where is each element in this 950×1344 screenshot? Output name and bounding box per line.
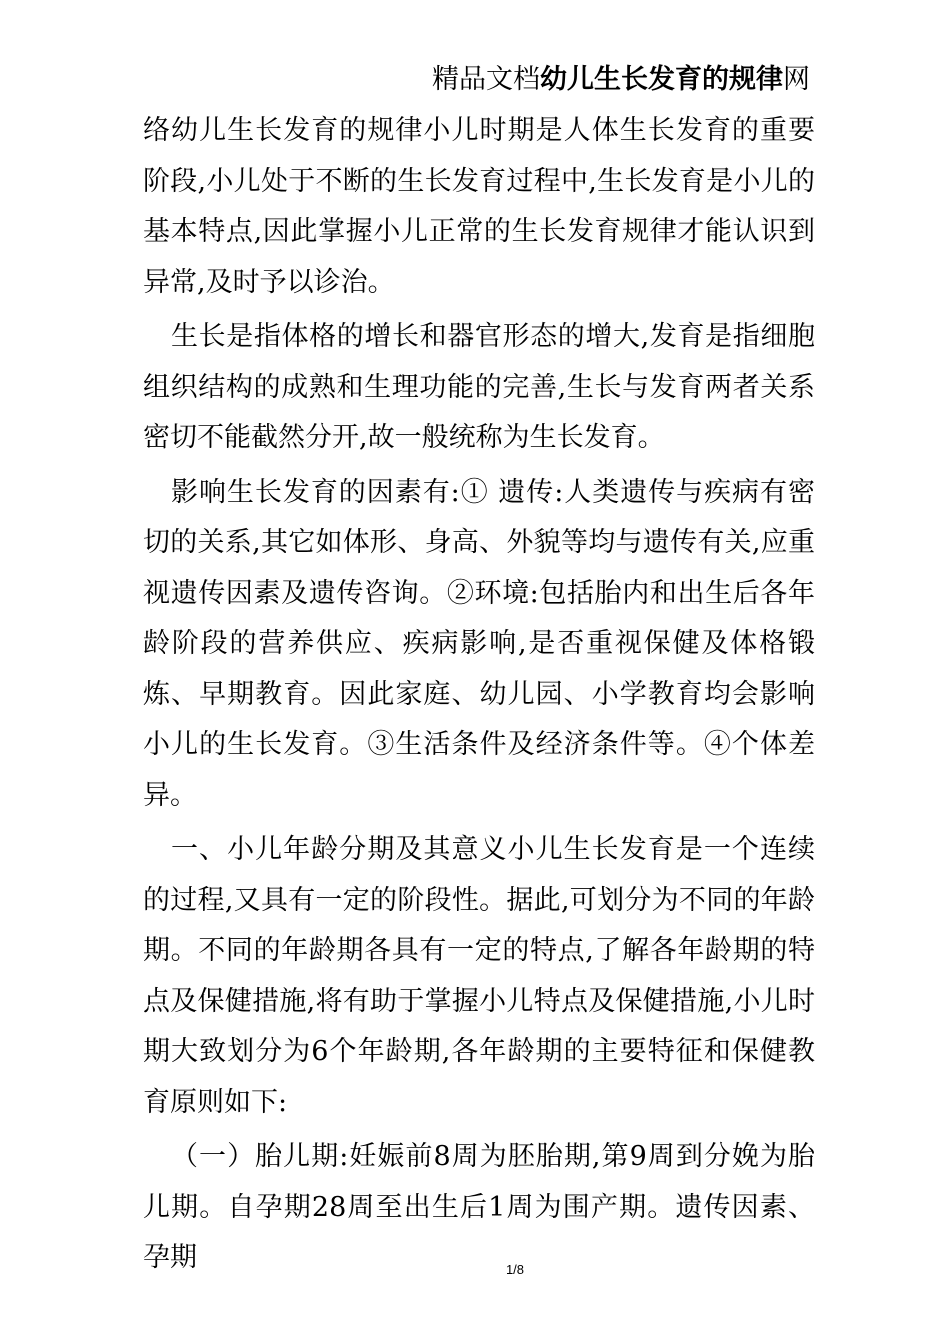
header-prefix: 精品文档 [432, 64, 540, 95]
header-suffix: 网 [783, 64, 810, 95]
paragraph-age-stages: 一、小儿年龄分期及其意义小儿生长发育是一个连续的过程,又具有一定的阶段性。据此,可划分为不同的年龄期。不同的年龄期各具有一定的特点,了解各年龄期的特点及保健措施,将有助于掌握小儿特点及保健措施,小儿时期大致划分为6个年龄期,各年龄期的主要特征和保健教育原则如下: [143, 834, 815, 1118]
header-title: 幼儿生长发育的规律 [540, 64, 783, 95]
document-body [143, 106, 815, 1284]
paragraph-definition: 生长是指体格的增长和器官形态的增大,发育是指细胞组织结构的成熟和生理功能的完善,生长与发育两者关系密切不能截然分开,故一般统称为生长发育。 [143, 321, 815, 453]
page-number: 1/8 [505, 1262, 525, 1277]
paragraph-factors: 影响生长发育的因素有:① 遗传:人类遗传与疾病有密切的关系,其它如体形、身高、外貌等均与遗传有关,应重视遗传因素及遗传咨询。②环境:包括胎内和出生后各年龄阶段的营养供应、疾病影响,是否重视保健及体格锻炼、早期教育。因此家庭、幼儿园、小学教育均会影响小儿的生长发育。③生活条件及经济条件等。④个体差异。 [143, 476, 815, 811]
document-header [432, 62, 810, 98]
paragraph-intro: 络幼儿生长发育的规律小儿时期是人体生长发育的重要阶段,小儿处于不断的生长发育过程中,生长发育是小儿的基本特点,因此掌握小儿正常的生长发育规律才能认识到异常,及时予以诊治。 [143, 115, 815, 298]
paragraph-fetal-period: （一）胎儿期:妊娠前8周为胚胎期,第9周到分娩为胎儿期。自孕期28周至出生后1周为围产期。遗传因素、孕期 [143, 1141, 815, 1273]
